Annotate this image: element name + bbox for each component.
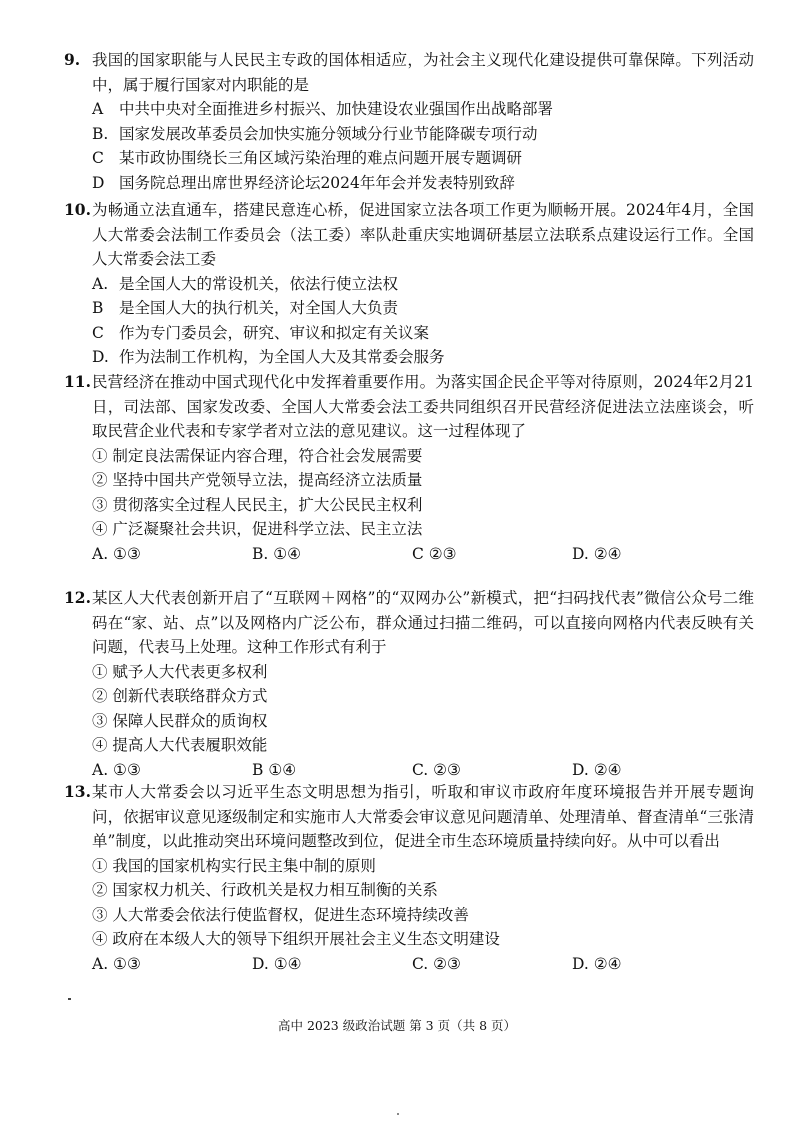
question-10 — [64, 198, 754, 370]
choice-c: C. ②③ — [412, 954, 461, 973]
choice-a: A. ①③ — [92, 760, 141, 779]
choice-d: D. ②④ — [572, 544, 622, 563]
question-11 — [64, 370, 754, 566]
choice-c: C. ②③ — [412, 760, 461, 779]
page-footer: 高中 2023 级政治试题 第 3 页（共 8 页） — [277, 1018, 517, 1033]
option-b: B 是全国人大的执行机关，对全国人大负责 — [92, 299, 398, 317]
choice-d: D. ②④ — [572, 760, 622, 779]
option-c: C 某市政协围绕长三角区域污染治理的难点问题开展专题调研 — [92, 149, 522, 167]
question-stem — [64, 370, 754, 444]
choice-a: A. ①③ — [92, 954, 141, 973]
statement-1: ① 制定良法需保证内容合理，符合社会发展需要 — [92, 446, 423, 465]
question-text: 某区人大代表创新开启了“互联网＋网格”的“双网办公”新模式，把“扫码找代表”微信公众号二维码在“家、站、点”以及网格内广泛公布，群众通过扫描二维码，可以直接向网格内代表反映有关问题，代表马上处理。这种工作形式有利于 — [92, 589, 754, 656]
question-stem — [64, 586, 754, 660]
question-number: 9. — [64, 50, 81, 69]
statement-2: ② 创新代表联络群众方式 — [92, 687, 268, 705]
question-text: 我国的国家职能与人民民主专政的国体相适应，为社会主义现代化建设提供可靠保障。下列活动中，属于履行国家对内职能的是 — [92, 51, 754, 94]
question-stem — [64, 198, 754, 272]
statement-2: ② 国家权力机关、行政机关是权力相互制衡的关系 — [92, 881, 438, 899]
question-stem — [64, 780, 754, 854]
choice-b: D. ①④ — [252, 954, 302, 973]
statement-1: ① 我国的国家机构实行民主集中制的原则 — [92, 856, 376, 875]
question-number: 12. — [64, 588, 91, 607]
statement-4: ④ 政府在本级人大的领导下组织开展社会主义生态文明建设 — [92, 930, 500, 948]
choice-c: C ②③ — [412, 544, 457, 563]
statement-3: ③ 贯彻落实全过程人民民主，扩大公民民主权利 — [92, 495, 423, 514]
scan-speck — [68, 998, 71, 1000]
option-c: C 作为专门委员会，研究、审议和拟定有关议案 — [92, 323, 429, 342]
option-b: B. 国家发展改革委员会加快实施分领域分行业节能降碳专项行动 — [92, 124, 538, 143]
statement-2: ② 坚持中国共产党领导立法，提高经济立法质量 — [92, 471, 423, 489]
question-stem — [64, 48, 754, 97]
statement-3: ③ 人大常委会依法行使监督权，促进生态环境持续改善 — [92, 905, 469, 924]
question-number: 11. — [64, 372, 91, 391]
question-text: 某市人大常委会以习近平生态文明思想为指引，听取和审议市政府年度环境报告并开展专题询问，依据审议意见逐级制定和实施市人大常委会审议意见问题清单、处理清单、督查清单“三张清单”制度，以此推动突出环境问题整改到位，促进全市生态环境质量持续向好。从中可以看出 — [92, 783, 754, 850]
option-d: D. 作为法制工作机构，为全国人大及其常委会服务 — [92, 348, 445, 366]
question-text: 民营经济在推动中国式现代化中发挥着重要作用。为落实国企民企平等对待原则，2024年2月21日，司法部、国家发改委、全国人大常委会法工委共同组织召开民营经济促进法立法座谈会，听取民营企业代表和专家学者对立法的意见建议。这一过程体现了 — [92, 373, 754, 440]
choice-d: D. ②④ — [572, 954, 622, 973]
option-d: D 国务院总理出席世界经济论坛2024年年会并发表特别致辞 — [92, 173, 515, 192]
choice-b: B. ①④ — [252, 544, 302, 563]
answer-choices — [64, 758, 754, 783]
statement-3: ③ 保障人民群众的质询权 — [92, 711, 268, 730]
option-a: A. 是全国人大的常设机关，依法行使立法权 — [92, 274, 398, 293]
question-13 — [64, 780, 754, 976]
option-a: A 中共中央对全面推进乡村振兴、加快建设农业强国作出战略部署 — [92, 100, 553, 118]
answer-choices — [64, 542, 754, 567]
choice-b: B ①④ — [252, 760, 297, 779]
question-12 — [64, 586, 754, 782]
question-9 — [64, 48, 754, 195]
question-number: 13. — [64, 782, 91, 801]
statement-4: ④ 提高人大代表履职效能 — [92, 736, 268, 754]
statement-1: ① 赋予人大代表更多权利 — [92, 662, 268, 681]
scan-dot — [397, 1113, 399, 1115]
question-number: 10. — [64, 200, 91, 219]
statement-4: ④ 广泛凝聚社会共识，促进科学立法、民主立法 — [92, 520, 423, 538]
question-text: 为畅通立法直通车，搭建民意连心桥，促进国家立法各项工作更为顺畅开展。2024年4月，全国人大常委会法制工作委员会（法工委）率队赴重庆实地调研基层立法联系点建设运行工作。全国人大常委会法工委 — [92, 201, 754, 268]
choice-a: A. ①③ — [92, 544, 141, 563]
answer-choices — [64, 952, 754, 977]
